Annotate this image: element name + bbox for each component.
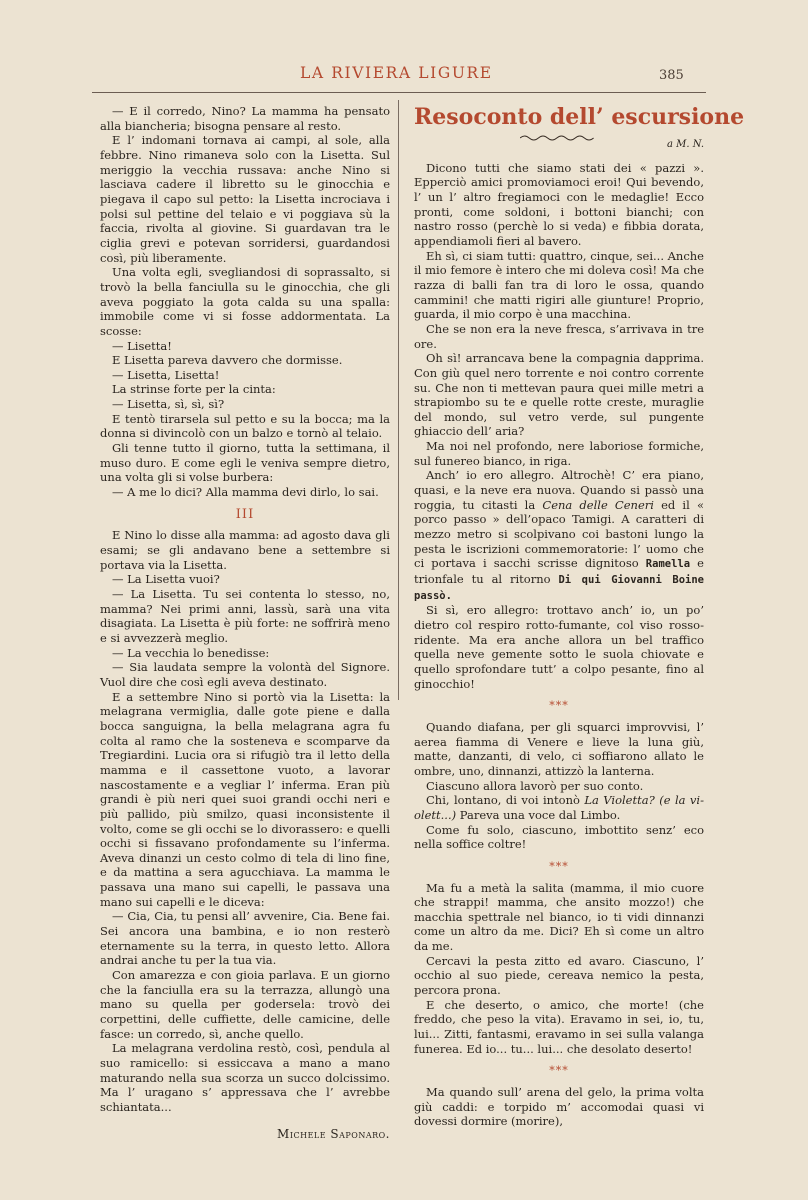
italic-title: Cena delle Ceneri (542, 497, 654, 512)
paragraph (414, 793, 704, 822)
dialogue-line: — La Lisetta vuoi? (112, 572, 220, 587)
inscription-text: Ramella (645, 558, 691, 571)
paragraph: Ma quando sull’ arena del gelo, la prima volta giù caddi: e torpido m’ accomodai quasi vi dovessi dormire (morire), (414, 1085, 704, 1129)
paragraph: E tentò tirarsela sul petto e su la bocca; ma la donna si divincolò con un balzo e tornò al telaio. (100, 411, 390, 441)
section-separator: *** (549, 699, 569, 713)
paragraph: Eh sì, ci siam tutti: quattro, cinque, sei... Anche il mio femore è intero che mi doleva così! Ma che razza di balli fan tra di loro le ossa, quando cammini! che matti rigiri alle giunture! Proprio, guarda, il mio corpo è una macchina. (414, 248, 704, 322)
text-run: Chi, lontano, di voi intonò (426, 793, 585, 808)
paragraph: Cercavi la pesta zitto ed avaro. Ciascuno, l’ occhio al suo piede, cereava nemico la pesta, percora prona. (414, 953, 704, 998)
section-number: III (235, 506, 255, 522)
paragraph: Oh sì! arrancava bene la compagnia dapprima. Con giù quel nero torrente e noi contro corrente su. Che non ti mettevan paura quei mille metri a strapiombo su te e quelle rotte creste, muraglie del mondo, sul vetro verde, sul pungente ghiaccio dell’ aria? (414, 351, 704, 439)
paragraph: Ciascuno allora lavorò per suo conto. (426, 778, 644, 793)
paragraph: E Nino lo disse alla mamma: ad agosto dava gli esami; se gli andavano bene a settembre si portava via la Lisetta. (100, 528, 390, 572)
paragraph: E l’ indomani tornava ai campi, al sole, alla febbre. Nino rimaneva solo con la Lisetta. Sul meriggio la vecchia russava: anche Nino si lasciava cadere il libretto su le ginocchia e piegava il capo sul petto: la Lisetta incrociava i polsi sul pettine del telaio e vi poggiava sù la faccia, rivolta al giovine. Si guardavan tra le ciglia grevi e potevan sorridersi, guardandosi così, più liberamente. (100, 133, 390, 265)
italic-title: La Violetta? (e la vi-olett...) (414, 793, 704, 822)
paragraph: Come fu solo, ciascuno, imbottito senz’ eco nella soffice coltre! (414, 822, 704, 852)
paragraph: Ma fu a metà la salita (mamma, il mio cuore che strappi! mamma, che ansito mozzo!) che macchia spettrale nel bianco, io ti vidi dinnanzi come un altro da me. Dici? Eh sì come un altro da me. (414, 880, 704, 954)
paragraph: E a settembre Nino si portò via la Lisetta: la melagrana vermiglia, dalle gote piene e dalla bocca sanguigna, la bella melagrana agra fu colta al ramo che la sosteneva e scomparve da Tregiardini. Lucia ora si rifugiò tra il letto della mamma e il cassettone vuoto, a lavorar nascostamente e a vegliar l’ inferma. Eran più grandi è più neri quei suoi grandi occhi neri e più pallido, più smilzo, quasi inconsistente il volto, come se gli occhi se lo divorassero: e quelli occhi si fissavano profondamente su l’inferma. Aveva dinanzi un cesto colmo di tela di lino fine, e da mattina a sera agucchiava. La mamma le passava una mano sui capelli, le passava una mano sui capelli e le diceva: (100, 689, 390, 909)
inscription-text: Di qui Giovanni Boine passò. (414, 574, 704, 602)
paragraph: Dicono tutti che siamo stati dei « pazzi ». Epperciò amici promoviamoci eroi! Qui bevendo, l’ un l’ altro fregiamoci con le medaglie! Ecco pronti, come soldoni, i bottoni bianchi; con nastro rosso (perchè lo si veda) e fibbia dorata, appendiamoli fieri al bavero. (414, 160, 704, 248)
paragraph: Con amarezza e con gioia parlava. E un giorno che la fanciulla era su la terrazza, allungò una mano su quella per godersela: trovò dei corpettini, delle cuffiette, delle camicine, delle fasce: un corredo, sì, anche quello. (100, 968, 390, 1041)
dialogue-line: E Lisetta pareva davvero che dormisse. (112, 353, 343, 368)
dialogue-line: La strinse forte per la cinta: (112, 382, 276, 397)
dialogue-line: — A me lo dici? Alla mamma devi dirlo, lo sai. (112, 485, 379, 500)
section-separator: *** (549, 1064, 569, 1078)
paragraph: — La Lisetta. Tu sei contenta lo stesso, no, mamma? Nei primi anni, lassù, sarà una vita disagiata. La Lisetta è più forte: ne soffrirà meno e si avvezzerà meglio. (100, 587, 390, 645)
paragraph (414, 468, 704, 603)
left-column (100, 104, 390, 1141)
paragraph: — Sia laudata sempre la volontà del Signore. Vuol dire che così egli aveva destinato. (100, 660, 390, 689)
column-divider (398, 100, 399, 700)
paragraph: — Cia, Cia, tu pensi all’ avvenire, Cia. Bene fai. Sei ancora una bambina, e io non resterò eternamente su la terra, in questo letto. Allora andrai anche tu per la tua via. (100, 909, 390, 968)
paragraph: Una volta egli, svegliandosi di soprassalto, si trovò la bella fanciulla su le ginocchia, che gli aveva poggiato la gota calda su una spalla: immobile come vi si fosse addormentata. La scosse: (100, 265, 390, 338)
dialogue-line: — La vecchia lo benedisse: (112, 645, 270, 660)
right-column (414, 102, 745, 1129)
paragraph: Quando diafana, per gli squarci improvvisi, l’ aerea fiamma di Venere e lieve la luna giù, matte, danzanti, di velo, ci soffiarono allato le ombre, uno, dinnanzi, attizzò la lanterna. (414, 719, 704, 778)
paragraph: E che deserto, o amico, che morte! (che freddo, che peso la vita). Eravamo in sei, io, tu, lui... Zitti, fantasmi, eravamo in sei sulla valanga funerea. Ed io... tu... lui... che desolato deserto! (414, 997, 704, 1056)
running-head (0, 64, 808, 88)
page-number: 385 (659, 68, 684, 83)
paragraph: Ma noi nel profondo, nere laboriose formiche, sul funereo bianco, in riga. (414, 439, 704, 468)
text-run: Anch’ io ero allegro. Altrochè! C’ era piano, quasi, e la neve era nuova. Quando si passò una roggia, tu citasti la (414, 468, 704, 512)
text-run: e trionfale tu al ritorno (414, 556, 704, 587)
author-signature: Michele Saponaro. (277, 1126, 390, 1141)
header-rule (92, 92, 706, 93)
paragraph: — E il corredo, Nino? La mamma ha pensato alla biancheria; bisogna pensare al resto. (100, 104, 390, 133)
paragraph: Si sì, ero allegro: trottavo anch’ io, un po’ dietro col respiro rotto-fumante, col viso rosso-ridente. Ma era anche allora un bel traffico quella neve gemente sotto le suola chiovate e quello sprofondare tutt’ a colpo pesante, fino al ginocchio! (414, 603, 704, 691)
paragraph: La melagrana verdolina restò, così, pendula al suo ramicello: si essiccava a mano a mano maturando nella sua scorza un succo dolcissimo. Ma l’ uragano s’ appressava che l’ avrebbe schiantata... (100, 1041, 390, 1114)
paragraph: Gli tenne tutto il giorno, tutta la settimana, il muso duro. E come egli le veniva sempre dietro, una volta gli si volse burbera: (100, 441, 390, 485)
dialogue-line: — Lisetta, sì, sì, sì? (112, 397, 225, 412)
text-run: ed il « porco passo » dell’opaco Tamigi. A caratteri di mezzo metro si scolpivano coi bastoni lungo la pesta le iscrizioni commemoratorie: l’ uomo che ci portava i sacchi scrisse dignitoso (414, 497, 704, 571)
paragraph: Che se non era la neve fresca, s’arrivava in tre ore. (414, 321, 704, 351)
text-run: Pareva una voce dal Limbo. (456, 807, 621, 822)
section-separator: *** (549, 859, 569, 873)
dedication: a M. N. (666, 139, 704, 150)
article-title: Resoconto dell’ escursione (414, 104, 745, 130)
journal-title: LA RIVIERA LIGURE (300, 64, 493, 82)
dialogue-line: — Lisetta! (112, 338, 172, 353)
dialogue-line: — Lisetta, Lisetta! (112, 367, 220, 382)
